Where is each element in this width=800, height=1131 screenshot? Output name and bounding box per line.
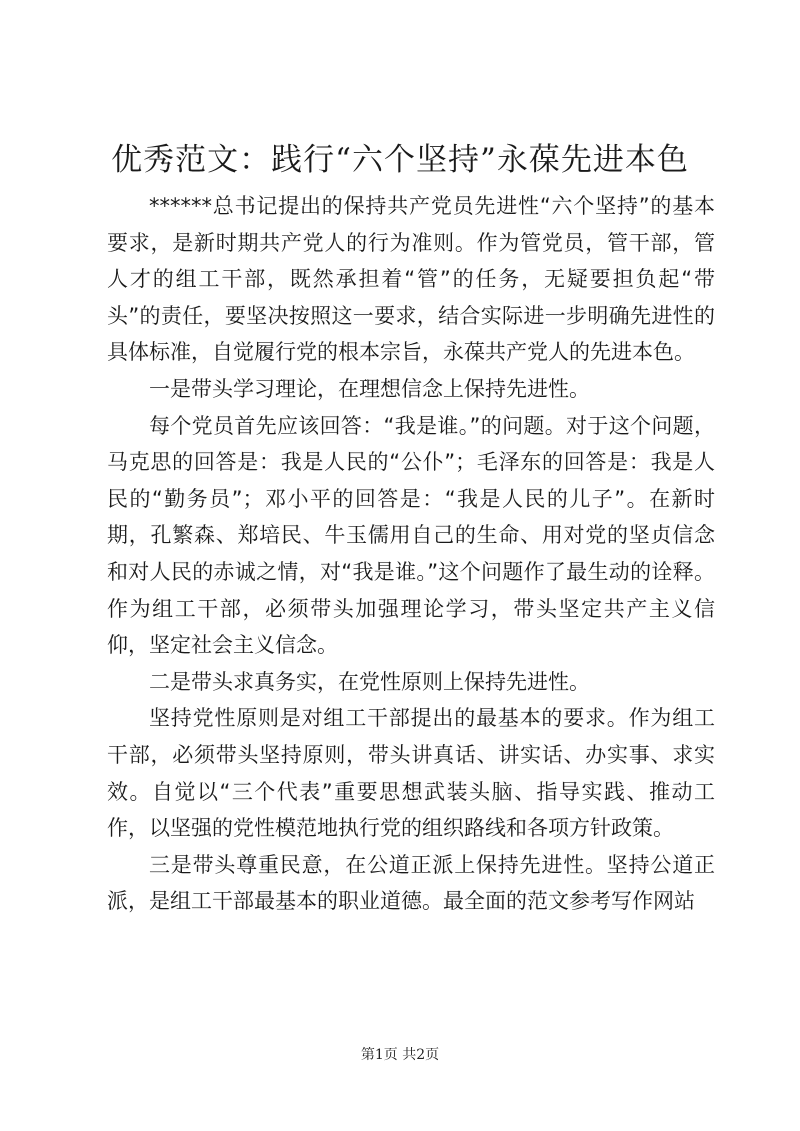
document-body bbox=[107, 188, 715, 920]
paragraph-intro: ******总书记提出的保持共产党员先进性“六个坚持”的基本要求，是新时期共产党人的行为准则。作为管党员，管干部，管人才的组工干部，既然承担着“管”的任务，无疑要担负起“带头”的责任，要坚决按照这一要求，结合实际进一步明确先进性的具体标准，自觉履行党的根本宗旨，永葆共产党人的先进本色。 bbox=[107, 194, 715, 365]
paragraph-point-two-heading: 二是带头求真务实，在党性原则上保持先进性。 bbox=[149, 669, 590, 694]
paragraph-point-two-body: 坚持党性原则是对组工干部提出的最基本的要求。作为组工干部，必须带头坚持原则，带头讲真话、讲实话、办实事、求实效。自觉以“三个代表”重要思想武装头脑、指导实践、推动工作，以坚强的党性模范地执行党的组织路线和各项方针政策。 bbox=[107, 706, 715, 841]
paragraph-point-one-heading: 一是带头学习理论，在理想信念上保持先进性。 bbox=[149, 376, 590, 401]
paragraph-point-one-body: 每个党员首先应该回答：“我是谁。”的问题。对于这个问题，马克思的回答是：我是人民的“公仆”；毛泽东的回答是：我是人民的“勤务员”；邓小平的回答是：“我是人民的儿子”。在新时期，孔繁森、郑培民、牛玉儒用自己的生命、用对党的坚贞信念和对人民的赤诚之情，对“我是谁。”这个问题作了最生动的诠释。作为组工干部，必须带头加强理论学习，带头坚定共产主义信仰，坚定社会主义信念。 bbox=[107, 413, 715, 658]
document-title: 优秀范文：践行“六个坚持”永葆先进本色 bbox=[111, 142, 689, 178]
paragraph-point-three: 三是带头尊重民意，在公道正派上保持先进性。坚持公道正派，是组工干部最基本的职业道德。最全面的范文参考写作网站 bbox=[107, 852, 715, 914]
page-footer: 第1页 共2页 bbox=[360, 1047, 440, 1063]
